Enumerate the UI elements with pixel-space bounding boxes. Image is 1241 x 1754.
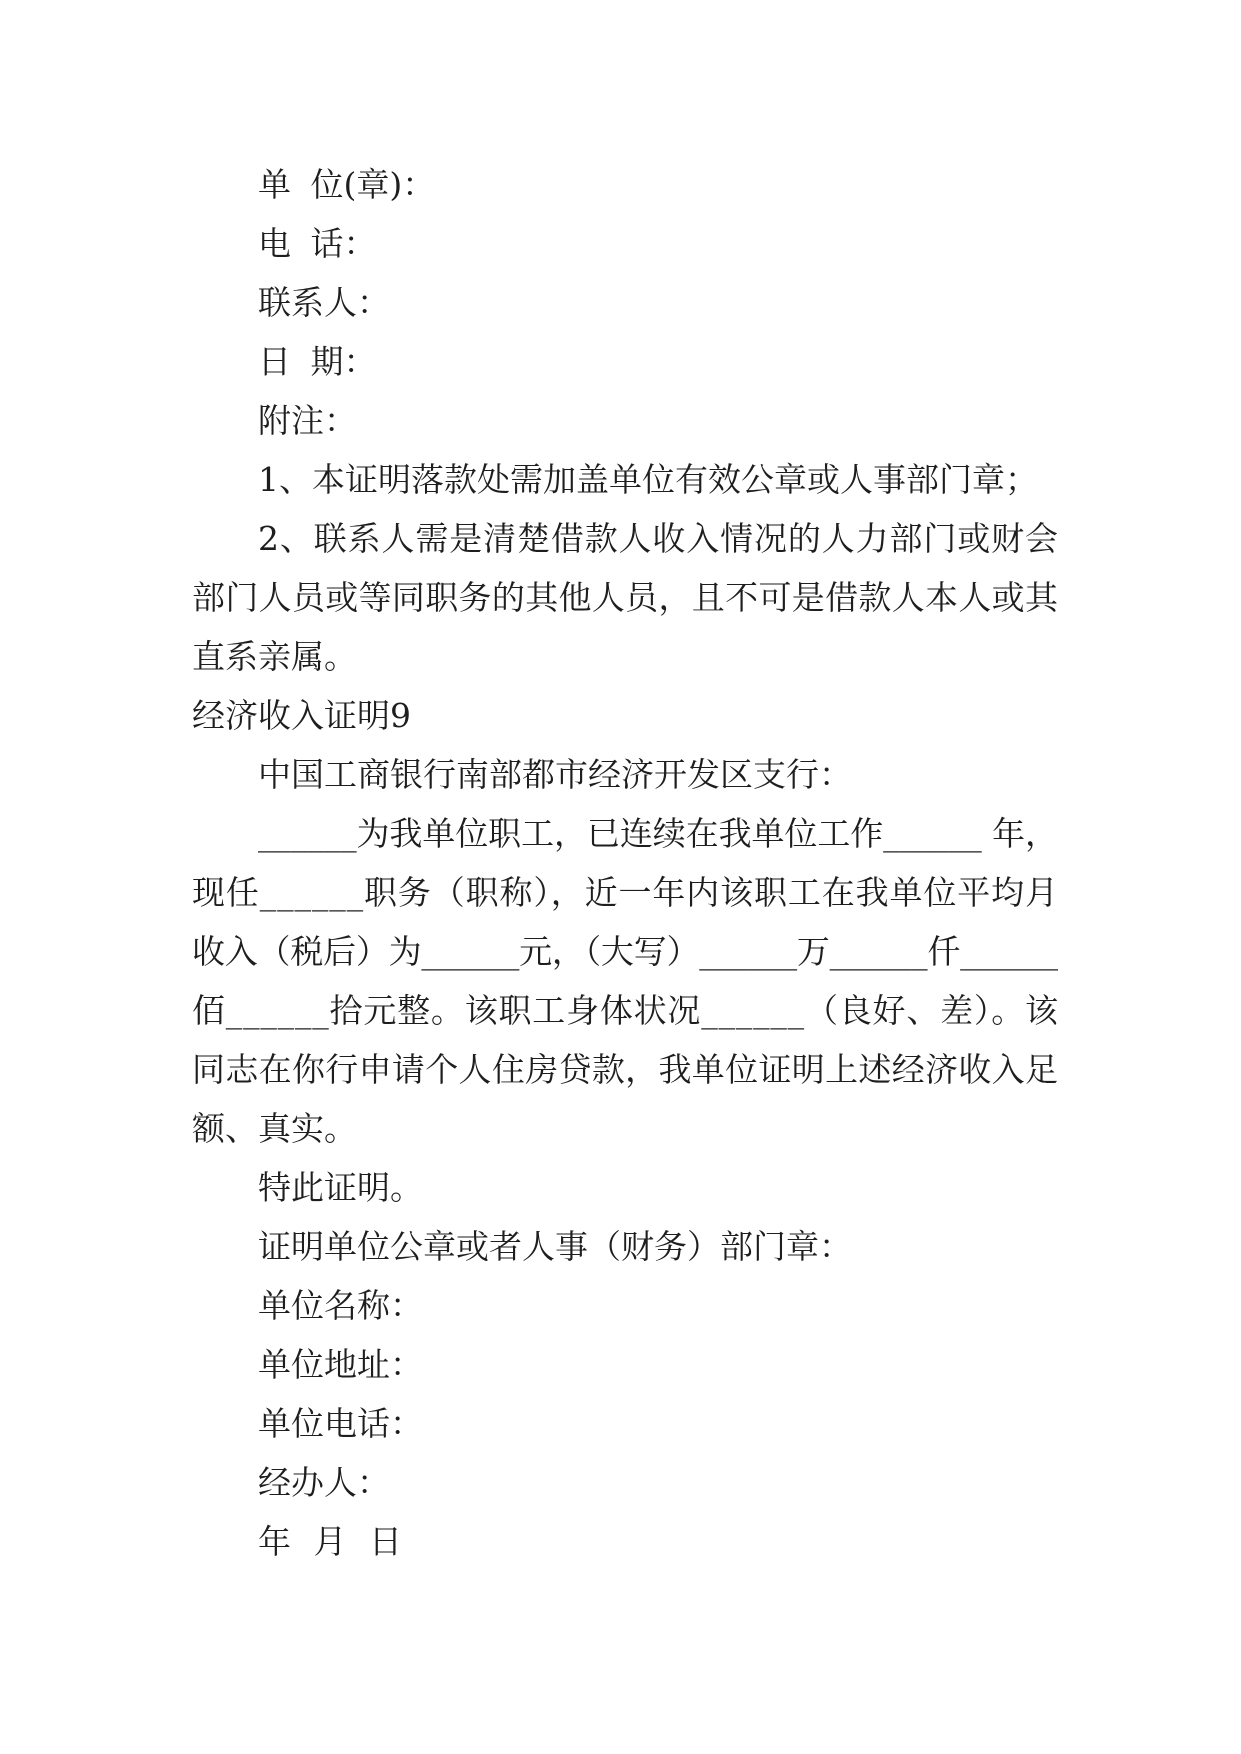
note-item-1 [192, 450, 1058, 509]
certificate-body-line: 收入（税后）为______元，（大写）______万______仟______ [192, 932, 1058, 971]
note-item-2 [192, 509, 1058, 686]
seal-label: 证明单位公章或者人事（财务）部门章： [258, 1227, 852, 1266]
note-item-1-line: 1、本证明落款处需加盖单位有效公章或人事部门章； [258, 460, 1038, 499]
certificate-body-line: 同志在你行申请个人住房贷款，我单位证明上述经济收入足 [192, 1050, 1059, 1089]
note-item-2-line: 2、联系人需是清楚借款人收入情况的人力部门或财会 [258, 519, 1059, 558]
certificate-body-line: ______为我单位职工，已连续在我单位工作______ 年， [258, 814, 1058, 853]
certificate-9 [192, 686, 1058, 1571]
certificate-title: 经济收入证明9 [192, 696, 411, 735]
unit-seal-label: 单 位(章)： [258, 165, 436, 204]
certificate-body [192, 804, 1058, 1158]
notes-section [192, 391, 1058, 686]
contact-label: 联系人： [258, 283, 390, 322]
notes-heading: 附注： [258, 401, 357, 440]
certificate-addressee: 中国工商银行南部都市经济开发区支行： [258, 755, 852, 794]
handler-label: 经办人： [258, 1463, 390, 1502]
previous-certificate-footer [192, 155, 1058, 391]
certificate-body-line: 佰______拾元整。该职工身体状况______（良好、差）。该 [192, 991, 1059, 1030]
unit-address-label: 单位地址： [258, 1345, 423, 1384]
certificate-body-line: 现任______职务（职称），近一年内该职工在我单位平均月 [192, 873, 1059, 912]
certificate-date-line: 年 月 日 [258, 1522, 402, 1561]
certificate-closing: 特此证明。 [258, 1168, 423, 1207]
note-item-2-line: 直系亲属。 [192, 637, 357, 676]
unit-name-label: 单位名称： [258, 1286, 423, 1325]
date-label: 日 期： [258, 342, 377, 381]
document-content [192, 155, 1058, 1571]
note-item-2-line: 部门人员或等同职务的其他人员，且不可是借款人本人或其 [192, 578, 1059, 617]
certificate-body-line: 额、真实。 [192, 1109, 357, 1148]
unit-phone-label: 单位电话： [258, 1404, 423, 1443]
phone-label: 电 话： [258, 224, 377, 263]
